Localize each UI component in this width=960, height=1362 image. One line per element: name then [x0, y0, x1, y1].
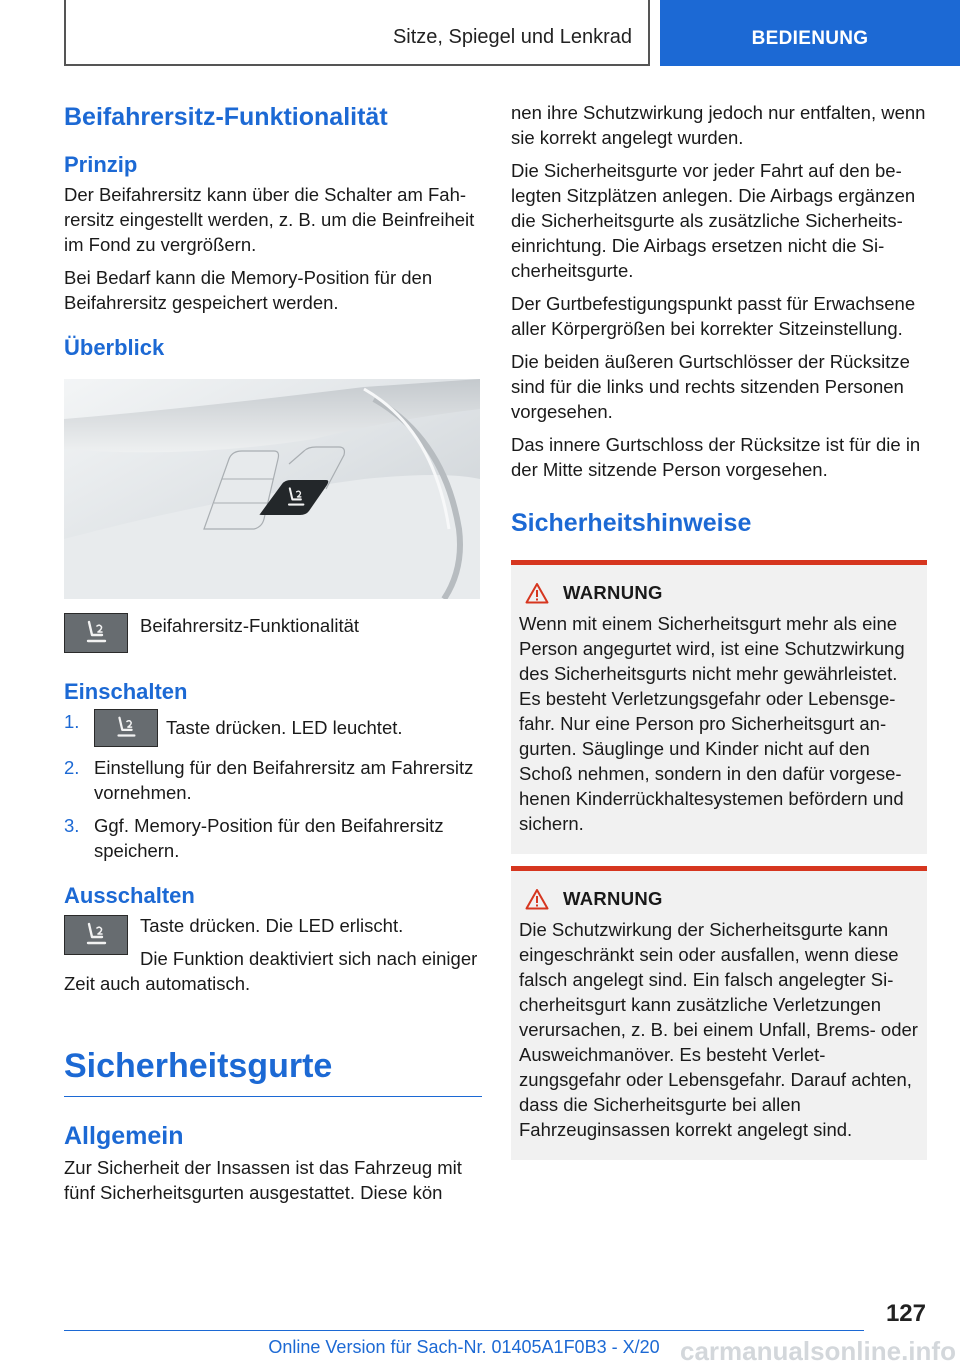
subheading-ueberblick: Überblick [64, 335, 165, 360]
footer-text: Online Version für Sach-Nr. 01405A1F0B3 - X/20 [268, 1337, 660, 1357]
paragraph: Der Beifahrersitz kann über die Schalter am Fahrersitz eingestellt werden, z. B. um die Beinfreiheit im Fond zu vergrößern. [64, 184, 475, 255]
chapter-tab-label: BEDIENUNG [751, 28, 869, 49]
list-text: Taste drücken. LED leuchtet. [166, 717, 403, 738]
warning-title: WARNUNG [563, 582, 663, 603]
list-item [64, 813, 482, 863]
paragraph: Bei Bedarf kann die Memory-Position für den Beifahrersitz gespeichert werden. [64, 267, 433, 313]
page-header [0, 0, 960, 66]
seat-button-icon [94, 709, 158, 747]
list-item [64, 709, 482, 747]
ausschalten-block [64, 913, 482, 1004]
warning-title: WARNUNG [563, 888, 663, 909]
subheading-allgemein: Allgemein [64, 1122, 184, 1150]
list-text: Einstellung für den Beifahrersitz am Fahrersitz vornehmen. [94, 757, 474, 803]
warning-header [519, 581, 919, 605]
list-item [64, 755, 482, 805]
paragraph: Die Sicherheitsgurte vor jeder Fahrt auf den belegten Sitzplätzen anlegen. Die Airbags ergänzen die Sicherheitsgurte als zusätzliche Sicherheitseinrichtung. Die Airbags ersetzen nicht die Sicherheitsgurte. [511, 160, 916, 281]
warning-triangle-icon [525, 888, 549, 910]
list-number: 1. [64, 711, 80, 732]
subheading-prinzip: Prinzip [64, 152, 138, 177]
list-text: Ggf. Memory-Position für den Beifahrersitz speichern. [94, 815, 444, 861]
footer-divider [64, 1330, 864, 1331]
warning-box [511, 866, 927, 1160]
warning-text: Wenn mit einem Sicherheitsgurt mehr als eine Person angegurtet wird, ist eine Schutzwirkung des Sicherheitsgurts nicht mehr gewährleistet. Es besteht Verletzungsgefahr oder Lebensgefahr. Nur eine Person pro Sicherheitsgurt angurten. Säuglinge und Kinder nicht auf den Schoß nehmen, sondern in den dafür vorgesehenen Kinderrückhaltesystemen befördern und sichern. [519, 613, 905, 834]
warning-text: Die Schutzwirkung der Sicherheitsgurte kann eingeschränkt sein oder ausfallen, wenn diese falsch angelegt sind. Ein falsch angelegter Sicherheitsgurt kann zusätzliche Verletzungen verursachen, z. B. bei einem Unfall, Brems- oder Ausweichmanöver. Es besteht Verletzungsgefahr oder Lebensgefahr. Darauf achten, dass die Sicherheitsgurte bei allen Fahrzeuginsassen korrekt angelegt sind. [519, 919, 918, 1140]
warning-header [519, 887, 919, 911]
section-heading-sicherheitshinweise: Sicherheitshinweise [511, 509, 752, 537]
subheading-einschalten: Einschalten [64, 679, 188, 704]
paragraph: Der Gurtbefestigungspunkt passt für Erwachsene aller Körpergrößen bei korrekter Sitzeinstellung. [511, 293, 916, 339]
paragraph: Taste drücken. Die LED erlischt. [140, 915, 404, 936]
section-title: Sitze, Spiegel und Lenkrad [392, 26, 632, 48]
header-frame [64, 0, 650, 66]
paragraph: Die Funktion deaktiviert sich nach einiger Zeit auch automatisch. [64, 948, 478, 994]
list-number: 2. [64, 757, 80, 778]
seat-button-icon [64, 613, 128, 653]
right-column [511, 100, 927, 1172]
warning-triangle-icon [525, 582, 549, 604]
paragraph: Die beiden äußeren Gurtschlösser der Rücksitze sind für die links und rechts sitzenden Personen vorgesehen. [511, 351, 910, 422]
figure-caption [64, 613, 482, 653]
door-panel-photo [64, 379, 480, 599]
page-number: 127 [885, 1300, 926, 1327]
chapter-tab[interactable] [660, 0, 960, 66]
list-number: 3. [64, 815, 80, 836]
section-heading-beifahrersitz: Beifahrersitz-Funktionalität [64, 103, 388, 131]
watermark: carmanualsonline.info [680, 1336, 956, 1362]
left-column [64, 100, 482, 1213]
warning-box [511, 560, 927, 854]
caption-text: Beifahrersitz-Funktionalität [140, 615, 360, 636]
subheading-ausschalten: Ausschalten [64, 883, 195, 908]
paragraph: Das innere Gurtschloss der Rücksitze ist für die in der Mitte sitzende Person vorgesehen. [511, 434, 921, 480]
paragraph: Zur Sicherheit der Insassen ist das Fahrzeug mit fünf Sicherheitsgurten ausgestattet. Diese kön [64, 1157, 462, 1203]
seat-button-icon [64, 915, 128, 955]
paragraph: nen ihre Schutzwirkung jedoch nur entfalten, wenn sie korrekt angelegt wurden. [511, 102, 926, 148]
chapter-heading-sicherheitsgurte: Sicherheitsgurte [64, 1044, 482, 1097]
